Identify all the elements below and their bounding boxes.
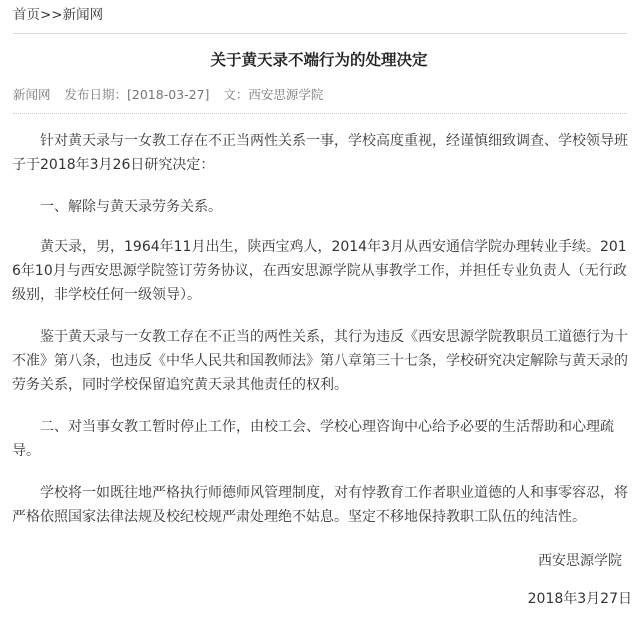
paragraph-intro: 针对黄天录与一女教工存在不正当两性关系一事，学校高度重视，经谨慎细致调查、学校领导班子于2018年3月26日研究决定： xyxy=(12,133,628,173)
paragraph-ruling: 鉴于黄天录与一女教工存在不正当的两性关系，其行为违反《西安思源学院教职员工道德行为十不准》第八条，也违反《中华人民共和国教师法》第八章第三十七条，学校研究决定解除与黄天录的劳务关系，同时学校保留追究黄天录其他责任的权利。 xyxy=(12,329,628,393)
meta-divider xyxy=(13,113,627,114)
article-meta xyxy=(13,85,333,105)
meta-author: 文：西安思源学院 xyxy=(223,87,324,102)
article-title: 关于黄天录不端行为的处理决定 xyxy=(210,51,428,69)
header-divider xyxy=(13,33,627,34)
breadcrumb xyxy=(13,5,103,25)
paragraph-closing: 学校将一如既往地严格执行师德师风管理制度，对有悖教育工作者职业道德的人和事零容忍，将严格依照国家法律法规及校纪校规严肃处理绝不姑息。坚定不移地保持教职工队伍的纯洁性。 xyxy=(12,485,628,525)
paragraph-background: 黄天录，男，1964年11月出生，陕西宝鸡人，2014年3月从西安通信学院办理转业手续。2016年10月与西安思源学院签订劳务协议，在西安思源学院从事教学工作，并担任专业负责人（无行政级别，非学校任何一级领导）。 xyxy=(12,239,627,303)
breadcrumb-section-link[interactable]: 新闻网 xyxy=(62,7,104,23)
paragraph-decision-2: 二、对当事女教工暂时停止工作，由校工会、学校心理咨询中心给予必要的生活帮助和心理疏导。 xyxy=(12,419,614,459)
article-body xyxy=(12,129,628,547)
meta-source: 新闻网 xyxy=(13,87,51,102)
signature: 西安思源学院 xyxy=(538,553,622,569)
paragraph-decision-1: 一、解除与黄天录劳务关系。 xyxy=(40,199,222,215)
breadcrumb-separator: >> xyxy=(40,7,63,23)
meta-date: 发布日期：[2018-03-27] xyxy=(64,87,210,102)
breadcrumb-home-link[interactable]: 首页 xyxy=(13,7,40,23)
signature-date: 2018年3月27日 xyxy=(527,591,632,607)
